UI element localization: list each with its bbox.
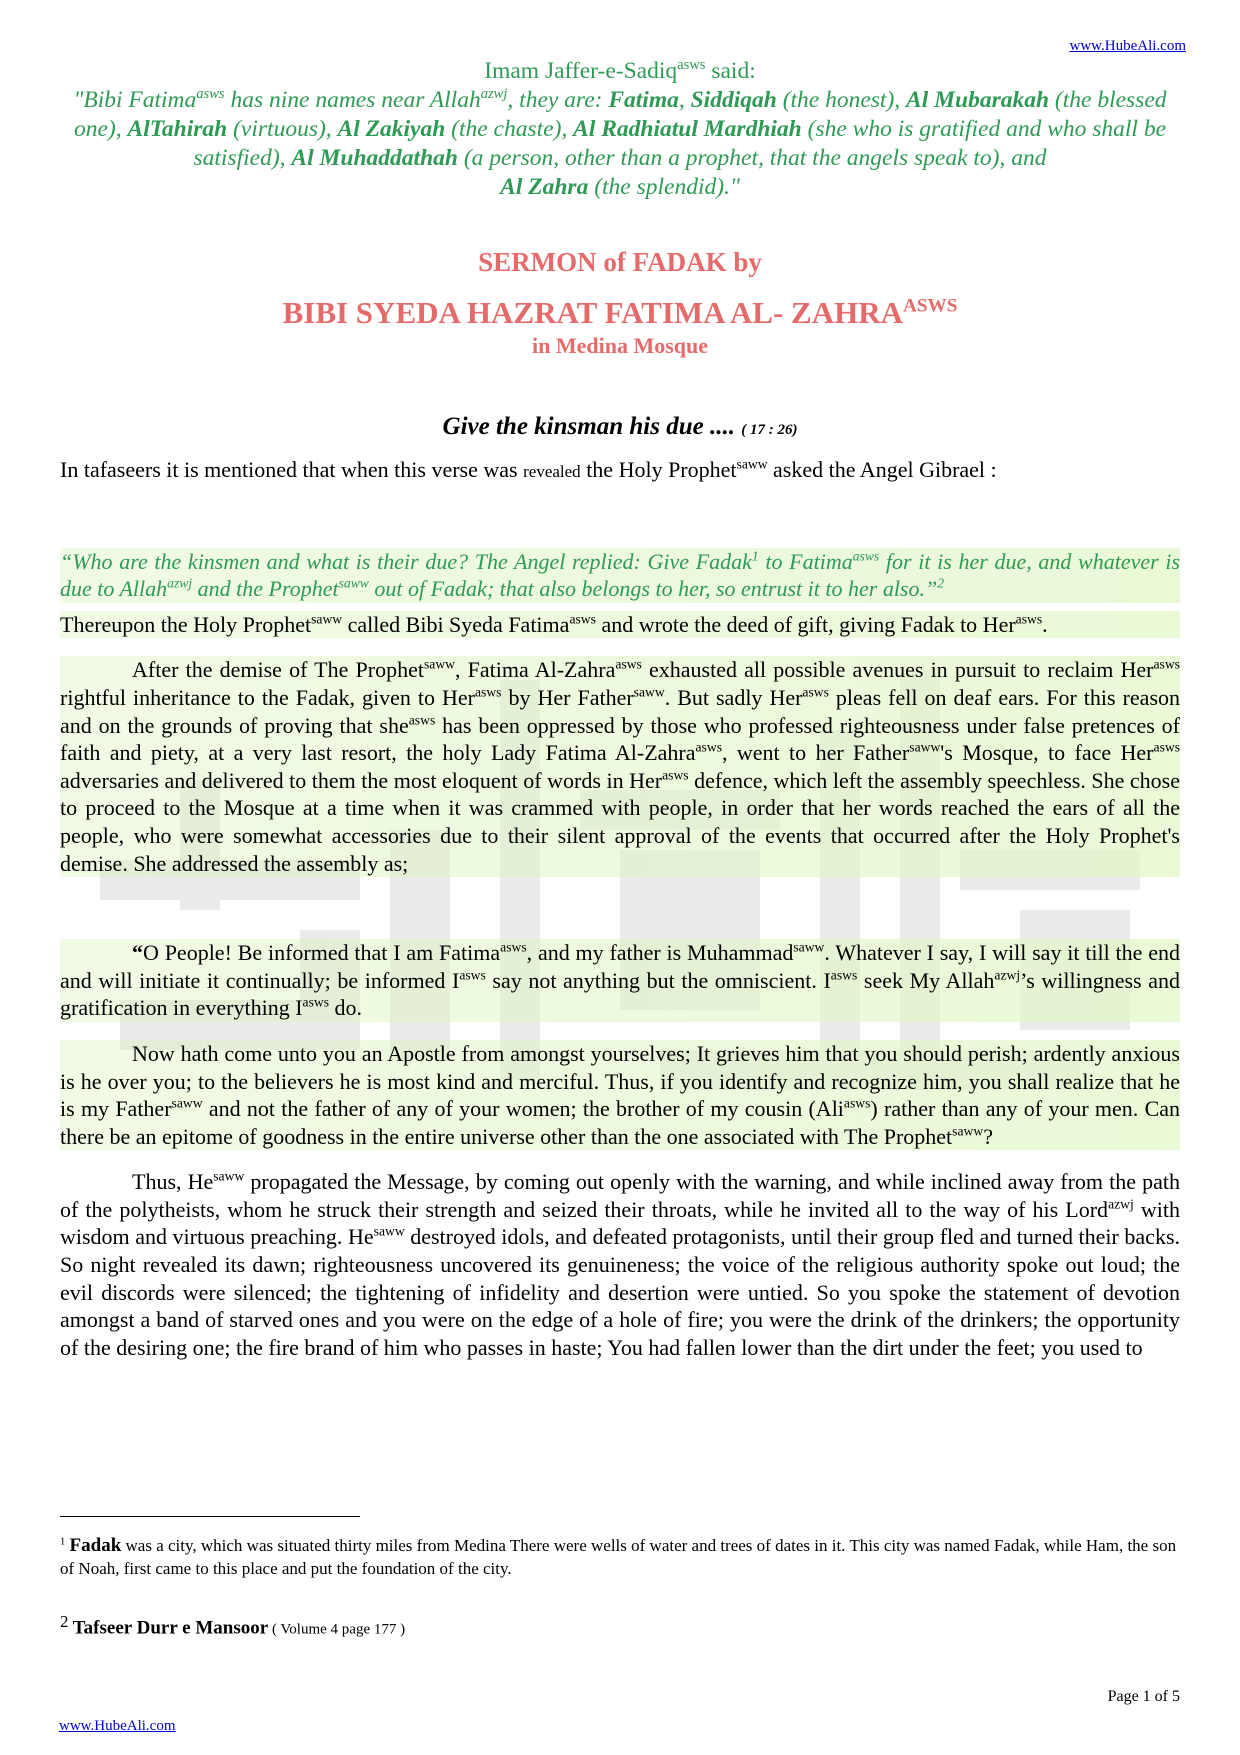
demise-paragraph: After the demise of The Prophet$^{saww}$, Fatima Al-Zahra$^{asws}$ exhausted all possible avenues in pursuit to reclaim Her$^{asws}$ rightful inheritance to the Fadak, given to Her$^{asws}$ by Her Father$^{saww}$. But sadly Her$^{asws}$ pleas fell on deaf ears. For this reason and on the grounds of proving that she$^{asws}$ has been oppressed by those who professed righteousness under false pretences of faith and piety, at a very last resort, the holy Lady Fatima Al-Zahra$^{asws}$, went to her Father$^{saww}$'s Mosque, to face Her$^{asws}$ adversaries and delivered to them the most eloquent of words in Her$^{asws}$ defence, which left the assembly speechless. She chose to proceed to the Mosque at a time when it was crammed with people, in order that her words reached the ears of all the people, who were somewhat accessories due to their silent approval of the events that occurred after the Holy Prophet's demise. She addressed the assembly as; [60, 657, 1181, 876]
sermon-title [0, 245, 1240, 359]
message-paragraph: Thus, $He^{saww}$ propagated the Message, by coming out openly with the warning, and while inclined away from the path of the polytheists, whom he struck their strength and seized their throats, while he invited all to the way of his Lord$^{azwj}$ with wisdom and virtuous preaching. $He^{saww}$ destroyed idols, and defeated protagonists, until their group fled and turned their backs. So night revealed its dawn; righteousness uncovered its genuineness; the voice of the religious authority spoke out loud; the evil discords were silenced; the tightening of infidelity and desertion were untied. So you spoke the statement of devotion amongst a band of starved ones and you were on the edge of a hole of fire; you were the drink of the drinkers; the opportunity of the desiring one; the fire brand of him who passes in haste; You had fallen lower than the dirt under the feet; you used to [60, 1168, 1181, 1360]
apostle-paragraph: Now hath come unto you an Apostle from amongst yourselves; It grieves him that you should perish; ardently anxious is he over you; to the believers he is most kind and merciful. Thus, if you identify and recognize him, you shall realize that he is my Father$^{saww}$ and not the father of any of your women; the brother of my cousin (Ali$^{asws}$) rather than any of your men. Can there be an epitome of goodness in the entire universe other than the one associated with The Prophet$^{saww}$? [60, 1040, 1181, 1149]
people-paragraph: “O People! Be informed that I am Fatima$^{asws}$, and my father is Muhammad$^{saww}$. Whatever I say, I will say it till the end and will initiate it continually; be informed $I^{asws}$ say not anything but the omniscient. $I^{asws}$ seek My Allah$^{azwj}$’s willingness and gratification in everything $I^{asws}$ do. [60, 939, 1181, 1021]
quote-intro: Imam Jaffer-e-Sadiq$^{asws}$ said: [484, 57, 756, 84]
page-number: Page 1 of 5 [1107, 1688, 1180, 1705]
quote-text: "Bibi Fatima$^{asws}$ has nine names near Allah$^{azwj}$, they are: Fatima, Siddiqah (the honest), Al Mubarakah (the blessed one), AlTahirah (virtuous), Al Zakiyah (the chaste), Al Radhiatul Mardhiah (she who is gratified and who shall be satisfied), Al Muhaddathah (a person, other than a prophet, that the angels speak to), and Al Zahra (the splendid)." [73, 86, 1167, 200]
footnote-divider [60, 1516, 360, 1517]
title-line-2: BIBI SYEDA HAZRAT FATIMA AL- $ZAHRA^{ASWS}$ [282, 295, 958, 330]
title-line-3: in Medina Mosque [531, 333, 709, 358]
footnote-2: 2 Tafseer Durr e Mansoor ( Volume 4 page 177 ) [60, 1612, 406, 1639]
document-body [60, 456, 1180, 1361]
deed-paragraph: Thereupon the Holy Prophet$^{saww}$ called Bibi Syeda Fatima$^{asws}$ and wrote the deed of gift, giving Fadak to Her$^{asws}$. [60, 611, 1180, 639]
footnote-ref-1[interactable]: 1 [751, 548, 759, 564]
imam-quote [60, 57, 1180, 202]
angel-reply-paragraph: “Who are the kinsmen and what is their due? The Angel replied: Give Fadak$^1$ to Fatima$^{asws}$ for it is her due, and whatever is due to Allah$^{azwj}$ and the Prophet$^{saww}$ out of Fadak; that also belongs to her, so entrust it to her also.”$^2$ [60, 548, 1181, 602]
intro-paragraph: In tafaseers it is mentioned that when this verse was revealed the Holy Prophet$^{saww}$ asked the Angel Gibrael : [60, 456, 997, 482]
footnote-ref-2[interactable]: 2 [937, 575, 945, 591]
footnote-1: $^1$ Fadak was a city, which was situated thirty miles from Medina There were wells of water and trees of dates in it. This city was named Fadak, while Ham, the son of Noah, first came to this place and put the foundation of the city. [60, 1535, 1177, 1578]
title-line-1: SERMON of FADAK by [478, 247, 762, 277]
verse-heading: Give the kinsman his due .... ( 17 : 26) [442, 413, 798, 440]
site-link-bottom[interactable]: www.HubeAli.com [59, 1718, 176, 1734]
site-link-top[interactable]: www.HubeAli.com [1069, 38, 1186, 54]
